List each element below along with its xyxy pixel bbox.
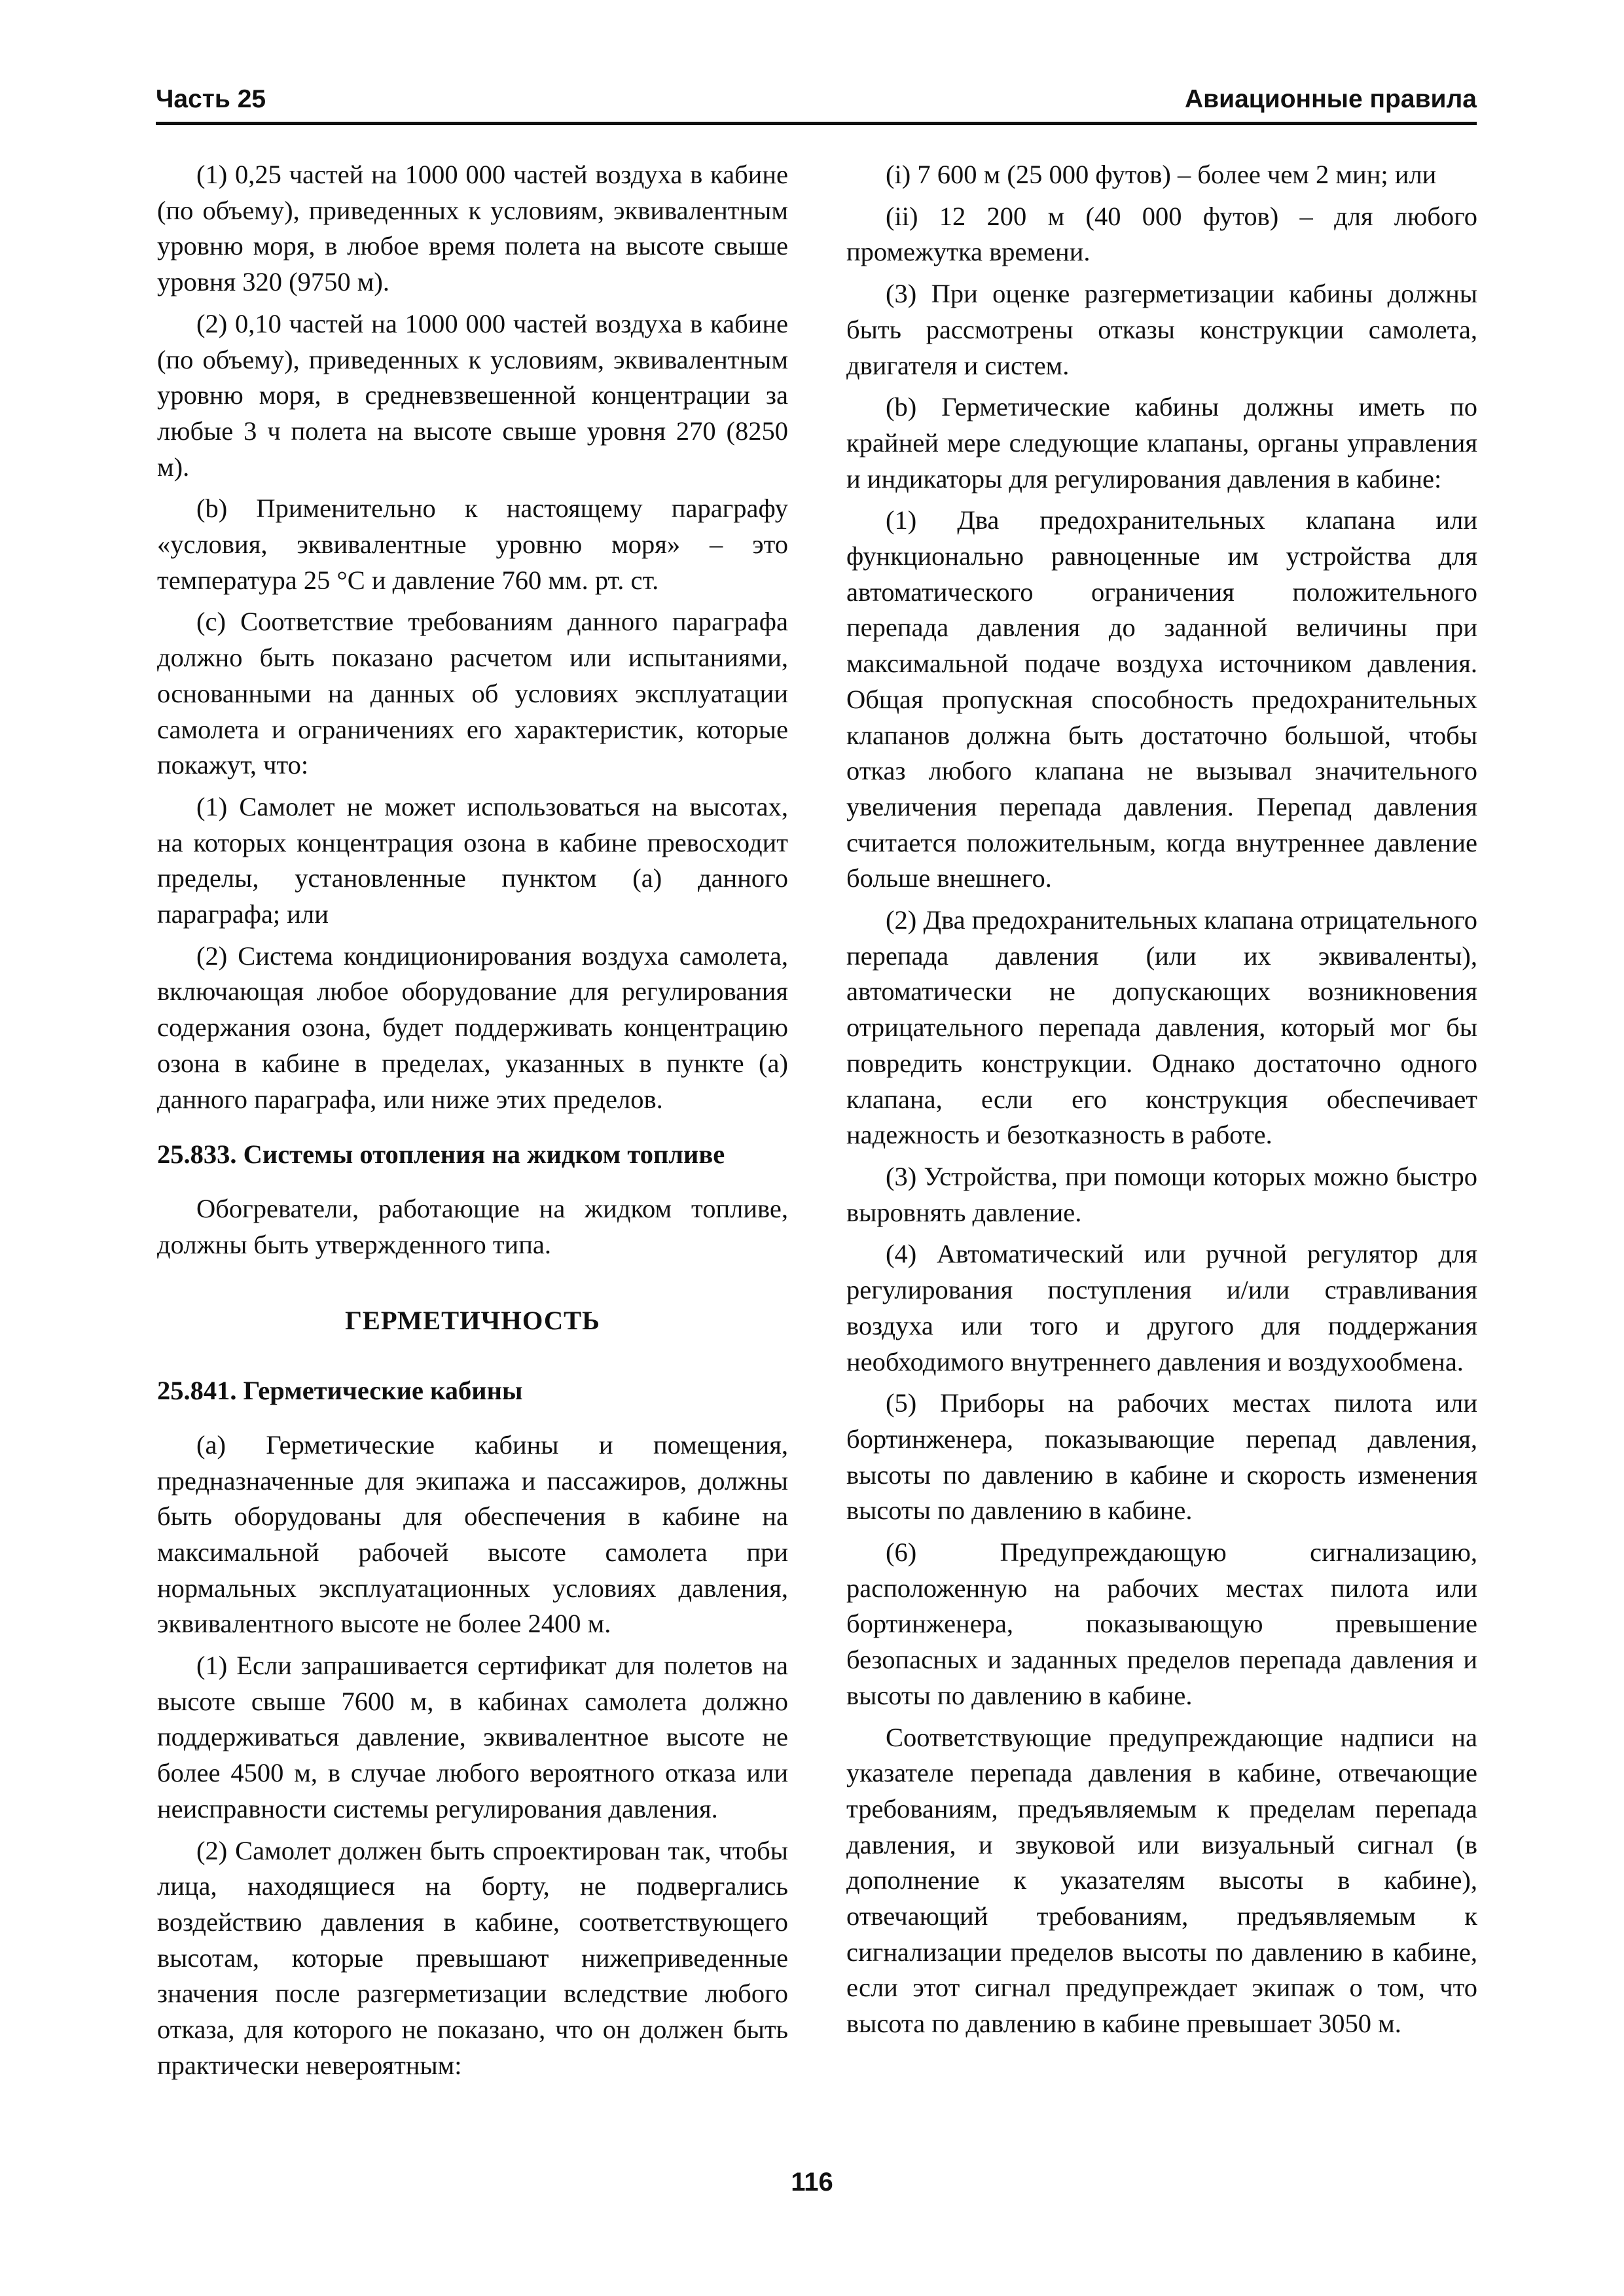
paragraph: (i) 7 600 м (25 000 футов) – более чем 2 мин; или bbox=[886, 160, 1437, 189]
section-title-25-833: 25.833. Системы отопления на жидком топливе bbox=[157, 1139, 725, 1170]
paragraph: (4) Автоматический или ручной регулятор для регулирования поступления и/или стравливания воздуха или того и другого для поддержания необходимого внутреннего давления и воздухообмена. bbox=[846, 1239, 1477, 1376]
paragraph: (2) 0,10 частей на 1000 000 частей воздуха в кабине (по объему), приведенных к условиям, эквивалентным уровню моря, в средневзвешенной концентрации за любые 3 ч полета на высоте свыше уровня 270 (8250 м). bbox=[157, 308, 788, 482]
paragraph: (2) Два предохранительных клапана отрицательного перепада давления (или их эквиваленты), автоматически не допускающих возникновения отрицательного перепада давления, который мог бы повредить конструкции. Однако достаточно одного клапана, если его конструкция обеспечивает надежность и безотказность в работе. bbox=[846, 905, 1477, 1150]
header-part-label: Часть 25 bbox=[156, 85, 266, 113]
paragraph: (c) Соответствие требованиям данного параграфа должно быть показано расчетом или испытаниями, основанными на данных об условиях эксплуатации самолета и ограничениях его характеристик, которые покажут, что: bbox=[157, 607, 788, 780]
page-number: 116 bbox=[791, 2168, 833, 2197]
left-column bbox=[157, 157, 788, 2089]
paragraph: (b) Герметические кабины должны иметь по крайней мере следующие клапаны, органы управления и индикаторы для регулирования давления в кабине: bbox=[846, 392, 1477, 493]
paragraph: Соответствующие предупреждающие надписи на указателе перепада давления в кабине, отвечающие требованиям, предъявляемым к пределам перепада давления, и звуковой или визуальный сигнал (в дополнение к указателям высоты в кабине), отвечающий требованиям, предъявляемым к сигнализации пределов высоты по давлению в кабине, если этот сигнал предупреждает экипаж о том, что высота по давлению в кабине превышает 3050 м. bbox=[846, 1722, 1477, 2039]
chapter-heading: ГЕРМЕТИЧНОСТЬ bbox=[345, 1306, 600, 1336]
paragraph: (1) Самолет не может использоваться на высотах, на которых концентрация озона в кабине превосходит пределы, установленные пунктом (a) данного параграфа; или bbox=[157, 791, 788, 929]
paragraph: (b) Применительно к настоящему параграфу «условия, эквивалентные уровню моря» – это температура 25 °C и давление 760 мм. рт. ст. bbox=[157, 493, 788, 595]
paragraph: (ii) 12 200 м (40 000 футов) – для любого промежутка времени. bbox=[846, 201, 1477, 267]
paragraph: (1) Два предохранительных клапана или функционально равноценные им устройства для автоматического ограничения положительного перепада давления до заданной величины при максимальной подаче воздуха источником давления. Общая пропускная способность предохранительных клапанов должна быть достаточно большой, чтобы отказ любого клапана не вызывал значительного увеличения перепада давления. Перепад давления считается положительным, когда внутреннее давление больше внешнего. bbox=[846, 505, 1477, 893]
paragraph: (a) Герметические кабины и помещения, предназначенные для экипажа и пассажиров, должны быть оборудованы для обеспечения в кабине на максимальной рабочей высоте самолета при нормальных эксплуатационных условиях давления, эквивалентного высоте не более 2400 м. bbox=[157, 1429, 788, 1639]
paragraph: (1) Если запрашивается сертификат для полетов на высоте свыше 7600 м, в кабинах самолета должно поддерживаться давление, эквивалентное высоте не более 4500 м, в случае любого вероятного отказа или неисправности системы регулирования давления. bbox=[157, 1651, 788, 1823]
paragraph: (6) Предупреждающую сигнализацию, расположенную на рабочих местах пилота или бортинженера, показывающую превышение безопасных и заданных пределов перепада давления и высоты по давлению в кабине. bbox=[846, 1537, 1477, 1710]
paragraph: (2) Самолет должен быть спроектирован так, чтобы лица, находящиеся на борту, не подвергались воздействию давления в кабине, соответствующего высотам, которые превышают нижеприведенные значения после разгерметизации вследствие любого отказа, для которого не показано, что он должен быть практически невероятным: bbox=[157, 1835, 788, 2080]
page-header bbox=[156, 73, 1477, 125]
section-title-25-841: 25.841. Герметические кабины bbox=[157, 1376, 523, 1406]
paragraph: (2) Система кондиционирования воздуха самолета, включающая любое оборудование для регулирования содержания озона, будет поддерживать концентрацию озона в кабине в пределах, указанных в пункте (a) данного параграфа, или ниже этих пределов. bbox=[157, 941, 788, 1114]
header-title: Авиационные правила bbox=[1184, 85, 1477, 113]
paragraph: Обогреватели, работающие на жидком топливе, должны быть утвержденного типа. bbox=[157, 1193, 788, 1259]
right-column bbox=[846, 157, 1477, 2048]
paragraph: (3) Устройства, при помощи которых можно быстро выровнять давление. bbox=[846, 1161, 1477, 1227]
paragraph: (1) 0,25 частей на 1000 000 частей воздуха в кабине (по объему), приведенных к условиям, эквивалентным уровню моря, в любое время полета на высоте свыше уровня 320 (9750 м). bbox=[157, 160, 788, 297]
paragraph: (3) При оценке разгерметизации кабины должны быть рассмотрены отказы конструкции самолета, двигателя и систем. bbox=[846, 279, 1477, 380]
paragraph: (5) Приборы на рабочих местах пилота или бортинженера, показывающие перепад давления, высоты по давлению в кабине и скорость изменения высоты по давлению в кабине. bbox=[846, 1388, 1477, 1526]
